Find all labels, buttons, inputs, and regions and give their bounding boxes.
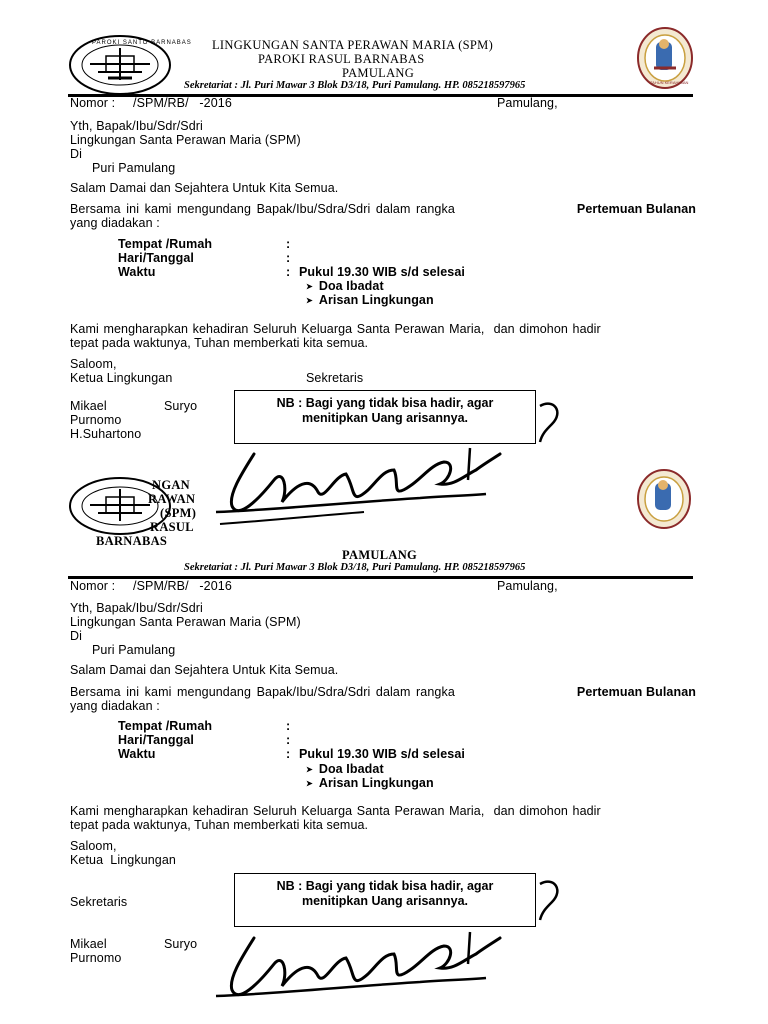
name-line3-1: H.Suhartono bbox=[70, 427, 142, 441]
invite-bold: Pertemuan Bulanan bbox=[576, 685, 696, 699]
bullet-arrow-icon: ➤ bbox=[306, 765, 313, 774]
signature-large-2 bbox=[214, 924, 504, 1019]
to-line4-1: Puri Pamulang bbox=[92, 161, 176, 175]
agenda-item-label: Doa Ibadat bbox=[318, 762, 384, 776]
to-line3-1: Di bbox=[70, 147, 83, 161]
name-first-2: Mikael bbox=[70, 937, 107, 951]
closing-text: Kami mengharapkan kehadiran Seluruh Keluarga Santa Perawan Maria, dan dimohon hadir bbox=[70, 804, 601, 818]
place-1: Pamulang, bbox=[497, 96, 558, 110]
header-line1: LINGKUNGAN SANTA PERAWAN MARIA (SPM) bbox=[212, 38, 494, 52]
header-line2: PAROKI RASUL BARNABAS bbox=[258, 52, 425, 66]
tempat-label-1: Tempat /Rumah bbox=[118, 237, 213, 251]
tempat-colon-2: : bbox=[286, 719, 291, 733]
invite-bold: Pertemuan Bulanan bbox=[576, 202, 696, 216]
signature-hook-icon bbox=[536, 398, 564, 449]
to-line1-2: Yth, Bapak/Ibu/Sdr/Sdri bbox=[70, 601, 203, 615]
nb-line1: NB : Bagi yang tidak bisa hadir, agar bbox=[276, 396, 494, 410]
nb-box-1 bbox=[234, 390, 536, 444]
hari-label-2: Hari/Tanggal bbox=[118, 733, 194, 747]
waktu-value-2: Pukul 19.30 WIB s/d selesai bbox=[299, 747, 465, 761]
salam-1: Salam Damai dan Sejahtera Untuk Kita Semua. bbox=[70, 181, 339, 195]
invite-line2-2: yang diadakan : bbox=[70, 699, 160, 713]
nb-line2: menitipkan Uang arisannya. bbox=[301, 894, 469, 908]
bullet-arrow-icon: ➤ bbox=[306, 296, 313, 305]
saloom-2: Saloom, bbox=[70, 839, 117, 853]
to-line2-2: Lingkungan Santa Perawan Maria (SPM) bbox=[70, 615, 301, 629]
tempat-label-2: Tempat /Rumah bbox=[118, 719, 213, 733]
agenda-item-1b bbox=[306, 762, 384, 776]
header-line3: PAMULANG bbox=[342, 66, 415, 80]
header2-sekretariat: Sekretariat : Jl. Puri Mawar 3 Blok D3/18, Puri Pamulang. HP. 085218597965 bbox=[184, 562, 526, 573]
invite-text: Bersama ini kami mengundang Bapak/Ibu/Sdra/Sdri dalam rangka bbox=[70, 202, 455, 216]
invite-line-1 bbox=[70, 202, 696, 216]
header2-frag2: RAWAN bbox=[148, 492, 196, 506]
invite-line2-1: yang diadakan : bbox=[70, 216, 160, 230]
nomor-1: Nomor : /SPM/RB/ -2016 bbox=[70, 96, 232, 110]
to-line3-2: Di bbox=[70, 629, 83, 643]
waktu-colon-2: : bbox=[286, 747, 291, 761]
place-2: Pamulang, bbox=[497, 579, 558, 593]
name-line2-2: Purnomo bbox=[70, 951, 122, 965]
nb-box-2 bbox=[234, 873, 536, 927]
hari-label-1: Hari/Tanggal bbox=[118, 251, 194, 265]
header2-frag3: (SPM) bbox=[160, 506, 197, 520]
invite-line-2 bbox=[70, 685, 696, 699]
header2-frag4: RASUL bbox=[150, 520, 194, 534]
signature-hook-icon-2 bbox=[536, 876, 564, 927]
waktu-colon-1: : bbox=[286, 265, 291, 279]
header-sekretariat: Sekretariat : Jl. Puri Mawar 3 Blok D3/18, Puri Pamulang. HP. 085218597965 bbox=[184, 80, 526, 91]
agenda-item-label: Doa Ibadat bbox=[318, 279, 384, 293]
to-line1-1: Yth, Bapak/Ibu/Sdr/Sdri bbox=[70, 119, 203, 133]
name-last-1: Suryo bbox=[164, 399, 198, 413]
tempat-colon-1: : bbox=[286, 237, 291, 251]
right-logo-text: TAHUN KERAHIMAN bbox=[650, 80, 689, 85]
closing-line1-2 bbox=[70, 804, 696, 818]
hari-colon-1: : bbox=[286, 251, 291, 265]
signature-large bbox=[214, 440, 504, 535]
waktu-label-2: Waktu bbox=[118, 747, 156, 761]
sekretaris-label-2: Sekretaris bbox=[70, 895, 128, 909]
hari-colon-2: : bbox=[286, 733, 291, 747]
to-line4-2: Puri Pamulang bbox=[92, 643, 176, 657]
header2-frag1: NGAN bbox=[152, 478, 191, 492]
nb-line2: menitipkan Uang arisannya. bbox=[301, 411, 469, 425]
ketua-label-2: Ketua Lingkungan bbox=[70, 853, 176, 867]
bullet-arrow-icon: ➤ bbox=[306, 779, 313, 788]
closing-line1-1 bbox=[70, 322, 696, 336]
name-first-1: Mikael bbox=[70, 399, 107, 413]
saloom-1: Saloom, bbox=[70, 357, 117, 371]
to-line2-1: Lingkungan Santa Perawan Maria (SPM) bbox=[70, 133, 301, 147]
agenda-item-label: Arisan Lingkungan bbox=[318, 293, 434, 307]
nb-line1: NB : Bagi yang tidak bisa hadir, agar bbox=[276, 879, 494, 893]
agenda-item-2 bbox=[306, 293, 434, 307]
closing-line2-2: tepat pada waktunya, Tuhan memberkati kita semua. bbox=[70, 818, 369, 832]
header2-line3: PAMULANG bbox=[342, 548, 418, 562]
ketua-label-1: Ketua Lingkungan bbox=[70, 371, 173, 385]
closing-text: Kami mengharapkan kehadiran Seluruh Keluarga Santa Perawan Maria, dan dimohon hadir bbox=[70, 322, 601, 336]
salam-2: Salam Damai dan Sejahtera Untuk Kita Semua. bbox=[70, 663, 339, 677]
closing-line2-1: tepat pada waktunya, Tuhan memberkati kita semua. bbox=[70, 336, 369, 350]
sekretaris-label-1: Sekretaris bbox=[306, 371, 364, 385]
bullet-arrow-icon: ➤ bbox=[306, 282, 313, 291]
nomor-2: Nomor : /SPM/RB/ -2016 bbox=[70, 579, 232, 593]
left-logo-text: PAROKI SANTO BARNABAS bbox=[92, 40, 192, 46]
agenda-item-2b bbox=[306, 776, 434, 790]
waktu-label-1: Waktu bbox=[118, 265, 156, 279]
invite-text: Bersama ini kami mengundang Bapak/Ibu/Sdra/Sdri dalam rangka bbox=[70, 685, 455, 699]
agenda-item-label: Arisan Lingkungan bbox=[318, 776, 434, 790]
agenda-item-1 bbox=[306, 279, 384, 293]
header2-frag5: BARNABAS bbox=[96, 534, 168, 548]
waktu-value-1: Pukul 19.30 WIB s/d selesai bbox=[299, 265, 465, 279]
name-last-2: Suryo bbox=[164, 937, 198, 951]
right-logo-2 bbox=[636, 468, 692, 535]
name-line2-1: Purnomo bbox=[70, 413, 122, 427]
